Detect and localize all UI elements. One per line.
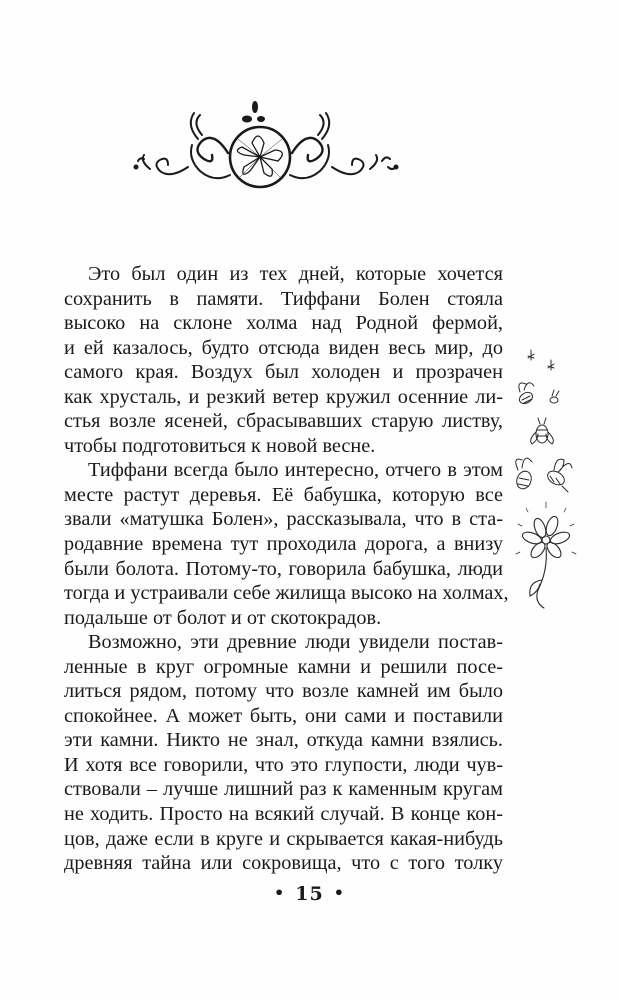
text-line: не ходить. Просто на всякий случай. В конце кон- <box>64 803 503 826</box>
text-line: Это был один из тех дней, которые хочется <box>88 263 503 285</box>
paragraph-2 <box>64 458 509 630</box>
text-line: И хотя все говорили, что это глупости, люди чув- <box>64 753 503 776</box>
text-line: родавние времена тут проходила дорога, а внизу <box>64 533 503 556</box>
text-line: высоко на склоне холма над Родной фермой, <box>64 312 503 335</box>
page-number <box>0 883 619 905</box>
text-line: месте растут деревья. Её бабушка, которую все <box>64 483 503 506</box>
sand-dollar-ornament-icon <box>130 95 490 195</box>
text-line: как хрусталь, и резкий ветер кружил осенние ли- <box>64 385 503 408</box>
paragraph-1 <box>64 262 503 458</box>
paragraph-3 <box>64 630 503 875</box>
text-line: звали «матушка Болен», рассказывала, что в ста- <box>64 508 503 531</box>
text-line: литься рядом, потому что возле камней им было <box>64 680 503 703</box>
text-line: сохранить в памяти. Тиффани Болен стояла <box>64 287 503 310</box>
text-line: стья возле ясеней, сбрасывавших старую листву, <box>64 410 503 433</box>
text-line: ствовали – лучше лишний раз к каменным кругам <box>64 778 503 801</box>
bullet-separator: • <box>333 883 345 902</box>
text-line: цов, даже если в круге и скрывается какая-нибудь <box>64 827 503 850</box>
text-line: чтобы подготовиться к новой весне. <box>64 434 376 457</box>
body-text <box>64 262 509 876</box>
text-line: эти камни. Никто не знал, откуда камни взялись. <box>64 729 503 752</box>
text-line: Тиффани всегда было интересно, отчего в этом <box>88 459 503 482</box>
text-line: были болота. Потому-то, говорила бабушка, люди <box>64 557 503 580</box>
page-number-value: 15 <box>295 883 324 905</box>
text-line: подальше от болот и от скотокрадов. <box>64 606 382 629</box>
text-line: Возможно, эти древние люди увидели постав- <box>88 631 503 654</box>
bees-and-flower-illustration-icon <box>508 340 616 610</box>
text-line: ленные в круг огромные камни и решили посе- <box>64 655 503 678</box>
text-line: спокойнее. А может быть, они сами и поставили <box>64 704 503 727</box>
text-line: самого края. Воздух был холоден и прозрачен <box>64 361 503 384</box>
text-line: тогда и устраивали себе жилища высоко на холмах, <box>64 582 509 605</box>
text-line: и ей казалось, будто отсюда виден весь мир, до <box>64 336 503 359</box>
text-line: древняя тайна или сокровища, что с того толку <box>64 852 503 875</box>
bullet-separator: • <box>274 883 286 902</box>
